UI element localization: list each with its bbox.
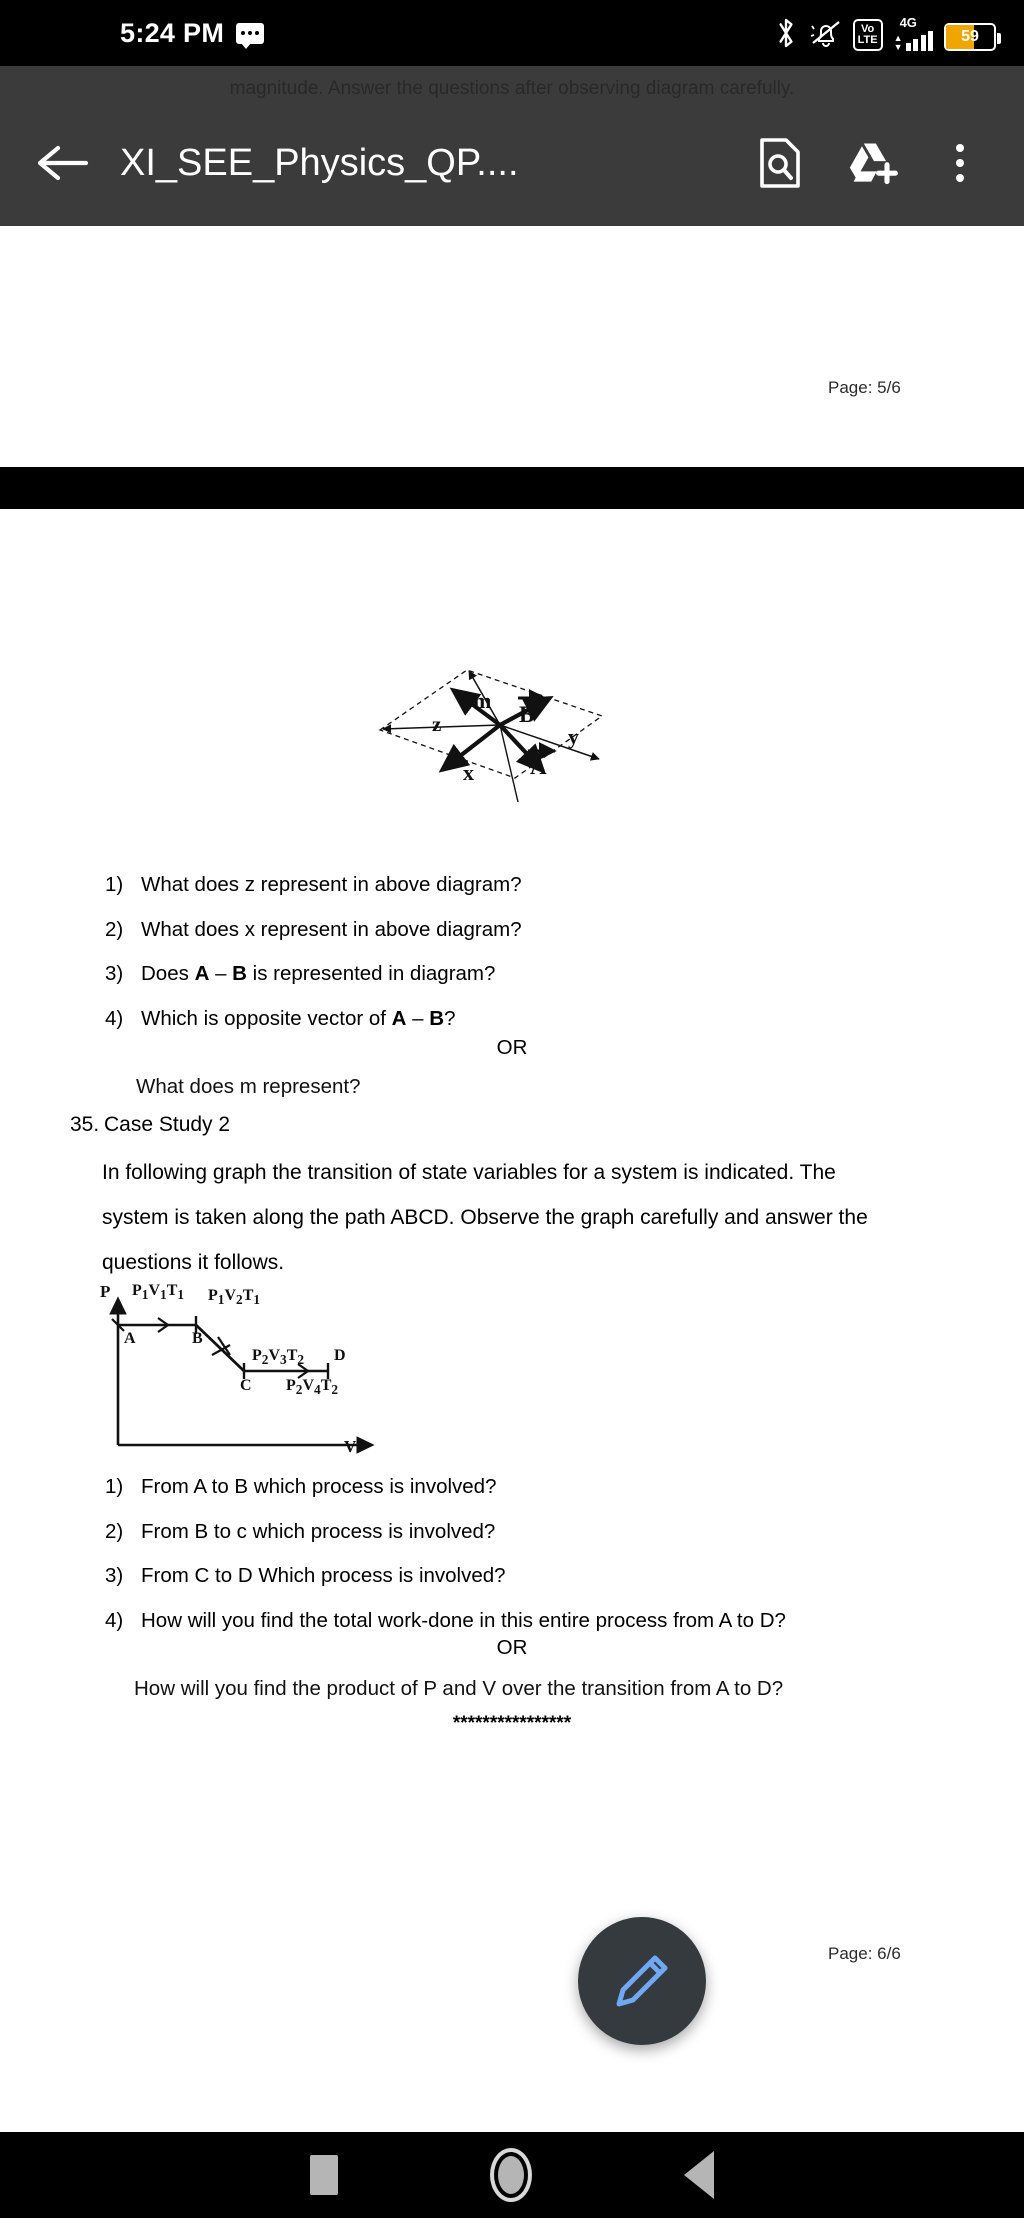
system-navigation-bar [0,2132,1024,2218]
vector-label-A: A [530,754,547,779]
pv-axis-label-p: P [100,1282,111,1301]
question-text: Does A – B is represented in diagram? [141,962,496,985]
alternate-question-34: What does m represent? [136,1075,361,1098]
pv-state-label-b: $P_1V_2T_1$ [208,1287,261,1308]
add-to-drive-button[interactable] [848,137,900,189]
case-study-heading [70,1113,230,1137]
status-bar-left [120,18,264,49]
edit-pencil-icon [611,1950,673,2012]
vibrate-mute-icon [810,17,842,51]
question-text: From C to D Which process is involved? [141,1564,506,1587]
questions-35-list [105,1477,935,1655]
or-label-35: OR [496,1636,528,1659]
page-6-label: Page: 6/6 [828,1944,901,1963]
case-study-number: 35. [70,1113,100,1136]
app-toolbar [0,66,1024,226]
pv-point-b: B [192,1330,203,1347]
back-arrow-icon [36,142,90,184]
battery-icon [944,23,996,51]
question-number: 4) [105,1608,124,1632]
pv-point-c: C [240,1377,252,1394]
back-triangle-icon [684,2151,714,2199]
question-number: 3) [105,1564,124,1587]
status-bar-right [773,15,996,51]
data-updown-icon: ▲ ▼ [893,33,903,52]
list-item [105,917,805,941]
recents-square-icon [310,2155,338,2195]
vector-label-z: z [432,712,442,736]
pv-graph-svg [100,1285,400,1455]
battery-percent-label: 59 [961,28,979,45]
list-item [105,1519,935,1543]
find-in-document-button[interactable] [754,137,806,189]
home-circle-icon [490,2148,532,2202]
question-number: 2) [105,1519,124,1543]
status-bar [0,0,1024,66]
edit-fab-button[interactable] [578,1917,706,2045]
more-options-button[interactable] [942,136,978,190]
vector-label-x: x [463,760,474,785]
question-text: From B to c which process is involved? [141,1519,496,1543]
signal-bars [906,31,934,51]
page-5-label: Page: 5/6 [828,378,901,397]
question-text: What does x represent in above diagram? [141,917,522,941]
vector-a: A [194,962,210,985]
list-item [105,1006,805,1030]
questions-34-list [105,875,805,1053]
find-in-document-icon [757,137,803,189]
add-to-drive-icon [848,138,900,188]
or-label-34: OR [496,1036,528,1059]
case-study-paragraph: In following graph the transition of state variables for a system is indicated. The system is taken along the path ABCD. Observe the graph carefully and answer the questions it follows. [102,1161,868,1274]
pv-axis-label-v: V [344,1437,357,1456]
question-number: 4) [105,1006,124,1030]
list-item [105,1608,935,1632]
list-item [105,875,805,896]
pv-state-label-d: $P_2V_4T_2$ [286,1377,339,1398]
question-number: 1) [105,873,124,896]
question-text: How will you find the total work-done in this entire process from A to D? [141,1608,786,1632]
question-number: 1) [105,1475,124,1498]
section-end-stars: **************** [452,1713,572,1734]
page-separator [0,467,1024,509]
volte-bottom-label: LTE [857,34,878,46]
question-text: From A to B which process is involved? [141,1475,497,1498]
network-type-label: 4G [899,15,917,30]
list-item [105,1477,935,1498]
vector-diagram-svg [370,652,630,802]
vector-a: A [391,1006,407,1030]
case-study-title: Case Study 2 [104,1113,231,1136]
list-item [105,1566,935,1587]
vector-label-y: y [568,724,579,749]
back-button[interactable] [24,124,102,202]
document-title: XI_SEE_Physics_QP.... [120,141,519,184]
vector-diagram [370,652,630,802]
recents-button[interactable] [310,2155,338,2195]
list-item [105,964,805,985]
vector-b: B [232,962,247,985]
signal-strength-icon [894,17,933,51]
home-button[interactable] [490,2148,532,2202]
volte-icon [853,19,883,51]
document-page-5 [0,226,1024,466]
pv-graph [100,1282,400,1456]
vector-b: B [429,1006,445,1030]
question-text: What does z represent in above diagram? [141,873,522,896]
more-options-icon [956,144,964,152]
bluetooth-icon [773,15,799,51]
vector-label-B: B [519,702,535,727]
volte-top-label: Vo [860,23,875,35]
back-button-nav[interactable] [684,2151,714,2199]
pv-point-a: A [124,1330,136,1347]
pv-point-d: D [334,1347,346,1364]
question-number: 3) [105,962,124,985]
alternate-question-35: How will you find the product of P and V over the transition from A to D? [134,1677,784,1700]
status-bar-clock: 5:24 PM [120,17,225,48]
question-number: 2) [105,917,124,941]
vector-label-m: m [473,688,492,713]
pv-state-label-c: $P_2V_3T_2$ [252,1347,305,1368]
message-icon [236,23,264,44]
pv-state-label-a: $P_1V_1T_1$ [132,1282,185,1303]
document-bleed-text: magnitude. Answer the questions after observing diagram carefully. [229,78,795,99]
question-text: Which is opposite vector of A – B? [141,1006,456,1030]
